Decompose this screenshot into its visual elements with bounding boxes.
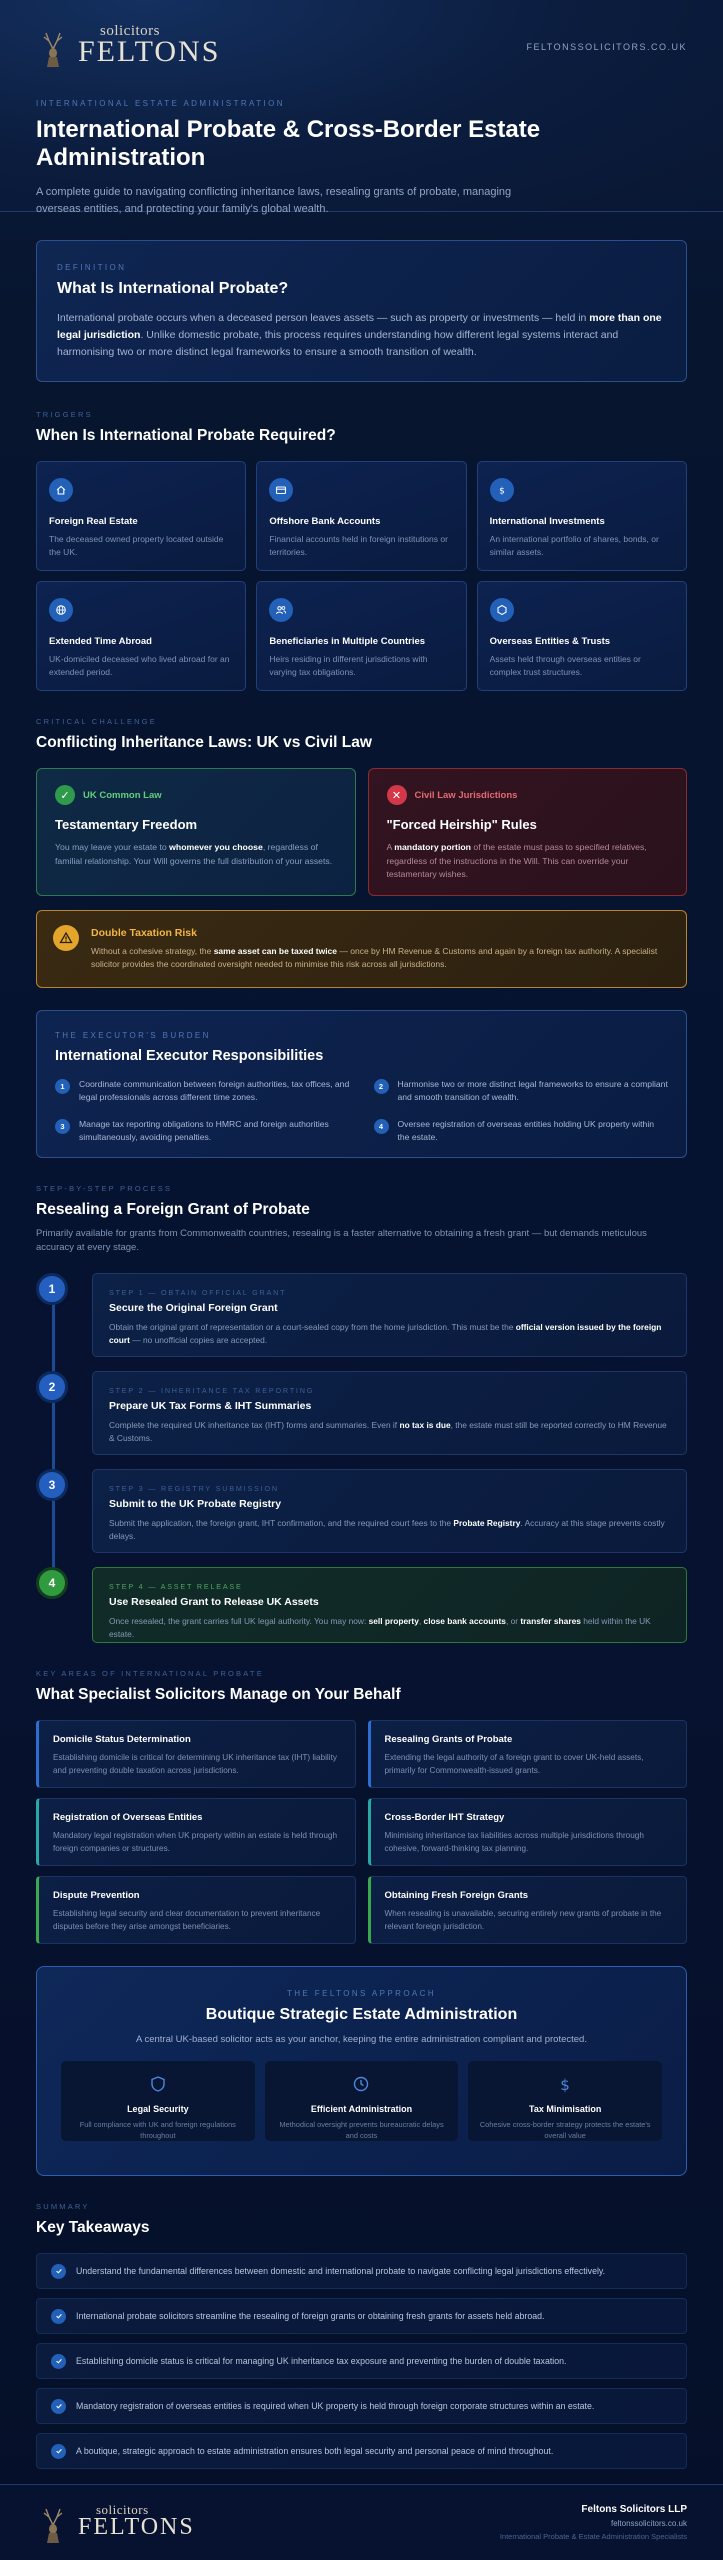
- process-eyebrow: STEP-BY-STEP PROCESS: [36, 1184, 173, 1193]
- area-card: [368, 1798, 688, 1866]
- double-tax-text: [91, 945, 670, 971]
- clock-icon: [352, 2075, 370, 2093]
- step-text-bold: official version issued by the foreign court: [109, 1322, 662, 1345]
- step-text-b: — no unofficial copies are accepted.: [129, 1335, 268, 1345]
- approach-eyebrow: THE FELTONS APPROACH: [286, 1989, 437, 1998]
- step-text-bold: close bank accounts: [423, 1616, 506, 1626]
- pillar-title: Legal Security: [127, 2104, 189, 2114]
- pillar-card: [468, 2061, 662, 2141]
- civil-text-b: of the estate must pass to specified relatives, regardless of the instructions in the Will. This can override your testamentary wishes.: [386, 842, 647, 879]
- pillar-text: Methodical oversight prevents bureaucratic delays and costs: [279, 2120, 444, 2140]
- footer-company-name: Feltons Solicitors LLP: [581, 2504, 687, 2515]
- definition-text-a: International probate occurs when a deceased person leaves assets — such as property or investments — held in: [57, 312, 590, 324]
- step-text: [109, 1615, 670, 1641]
- step-title: Secure the Original Foreign Grant: [109, 1302, 278, 1314]
- dollar-icon: [490, 478, 514, 502]
- approach-pillars: [61, 2061, 662, 2141]
- item-number: 2: [374, 1079, 389, 1094]
- area-card: [368, 1876, 688, 1944]
- trigger-text: Financial accounts held in foreign institutions or territories.: [269, 534, 448, 557]
- triggers-title: When Is International Probate Required?: [36, 427, 336, 444]
- areas-title: What Specialist Solicitors Manage on Your Behalf: [36, 1686, 401, 1703]
- hero-header: [0, 0, 723, 215]
- shield-icon: [149, 2075, 167, 2093]
- pillar-text: Full compliance with UK and foreign regulations throughout: [79, 2120, 236, 2140]
- credit-card-icon: [269, 478, 293, 502]
- takeaway-text: A boutique, strategic approach to estate administration ensures both legal security and personal peace of mind throughout.: [76, 2446, 554, 2456]
- trigger-card: [36, 461, 246, 571]
- area-title: Resealing Grants of Probate: [384, 1734, 513, 1745]
- check-icon: [51, 2444, 66, 2459]
- step-card: [92, 1273, 687, 1357]
- process-section: [0, 1184, 723, 1643]
- brand-logo[interactable]: [36, 25, 220, 69]
- summary-eyebrow: SUMMARY: [36, 2202, 90, 2211]
- step-number: 4: [36, 1567, 68, 1599]
- svg-text:$: $: [498, 486, 505, 496]
- step-number: 2: [36, 1371, 68, 1403]
- trigger-title: Offshore Bank Accounts: [269, 516, 381, 527]
- area-title: Dispute Prevention: [53, 1890, 140, 1901]
- uk-text-bold: whomever you choose: [169, 842, 263, 852]
- step-text-a: Submit the application, the foreign grant, IHT confirmation, and the required court fees to the: [109, 1518, 454, 1528]
- conflict-eyebrow: CRITICAL CHALLENGE: [36, 717, 158, 726]
- step-text-b: held within the UK estate.: [109, 1616, 651, 1639]
- hexagon-icon: [490, 598, 514, 622]
- area-title: Obtaining Fresh Foreign Grants: [384, 1890, 529, 1901]
- definition-title: What Is International Probate?: [57, 280, 289, 297]
- check-icon: [51, 2309, 66, 2324]
- takeaway-item: [36, 2298, 687, 2334]
- step-text-bold: sell property: [368, 1616, 419, 1626]
- definition-text-b: . Unlike domestic probate, this process requires understanding how different legal systems interact and harmonising two or more distinct legal frameworks to ensure a smooth transition of wealth.: [57, 329, 619, 358]
- trigger-text: Assets held through overseas entities or complex trust structures.: [489, 654, 641, 677]
- check-icon: ✓: [55, 785, 75, 805]
- brand-wordmark: [78, 25, 220, 69]
- item-number: 3: [55, 1119, 70, 1134]
- area-text: Mandatory legal registration when UK property within an estate is held through foreign companies or structures.: [53, 1831, 337, 1853]
- brand-main: FELTONS: [78, 2514, 195, 2540]
- triggers-grid: [36, 461, 687, 691]
- step-text-a: Once resealed, the grant carries full UK legal authority. You may now:: [109, 1616, 369, 1626]
- takeaway-text: Understand the fundamental differences between domestic and international probate to navigate conflicting legal jurisdictions effectively.: [76, 2266, 606, 2276]
- cross-icon: ✕: [387, 785, 407, 805]
- takeaway-item: [36, 2433, 687, 2469]
- top-bar: [36, 0, 687, 94]
- step-text: [109, 1321, 670, 1347]
- step-label: STEP 2 — INHERITANCE TAX REPORTING: [109, 1386, 315, 1395]
- tax-text-b: — once by HM Revenue & Customs and again by a foreign tax authority. A specialist solicitor provides the coordinated oversight needed to minimise this risk across all jurisdictions.: [91, 946, 658, 969]
- step-number: 3: [36, 1469, 68, 1501]
- process-step: [36, 1371, 687, 1455]
- area-title: Registration of Overseas Entities: [53, 1812, 203, 1823]
- approach-title: Boutique Strategic Estate Administration: [205, 2006, 518, 2023]
- executor-eyebrow: THE EXECUTOR'S BURDEN: [55, 1031, 211, 1040]
- area-text: When resealing is unavailable, securing entirely new grants of probate in the relevant foreign jurisdiction.: [384, 1909, 662, 1931]
- summary-title: Key Takeaways: [36, 2219, 150, 2236]
- brand-main: FELTONS: [78, 35, 221, 68]
- trigger-title: International Investments: [489, 516, 605, 527]
- item-number: 4: [374, 1119, 389, 1134]
- trigger-card: [477, 581, 687, 691]
- footer: [0, 2484, 723, 2560]
- civil-law-card: [368, 768, 688, 896]
- uk-text-a: You may leave your estate to: [55, 842, 170, 852]
- takeaway-text: International probate solicitors streamline the resealing of foreign grants or obtaining fresh grants for assets held abroad.: [76, 2311, 545, 2321]
- areas-section: [0, 1669, 723, 1944]
- footer-wordmark: [78, 2504, 195, 2541]
- executor-card: [36, 1010, 687, 1158]
- executor-item-text: Coordinate communication between foreign authorities, tax offices, and legal professionals across different time zones.: [79, 1079, 350, 1102]
- approach-lead: A central UK-based solicitor acts as your anchor, keeping the entire administration compliant and protected.: [136, 2034, 587, 2045]
- process-step: [36, 1469, 687, 1553]
- step-text-a: Complete the required UK inheritance tax (IHT) forms and summaries. Even if: [109, 1420, 400, 1430]
- step-text-sep: , or: [505, 1616, 521, 1626]
- process-step-final: [36, 1567, 687, 1643]
- takeaway-text: Establishing domicile status is critical for managing UK inheritance tax exposure and preventing the burden of double taxation.: [76, 2356, 567, 2366]
- site-url-link[interactable]: FELTONSSOLICITORS.CO.UK: [526, 42, 687, 52]
- executor-item: [374, 1078, 669, 1104]
- civil-text-bold: mandatory portion: [394, 842, 471, 852]
- uk-law-title: Testamentary Freedom: [55, 817, 198, 832]
- svg-text:$: $: [560, 2076, 570, 2093]
- step-label: STEP 1 — OBTAIN OFFICIAL GRANT: [109, 1288, 287, 1297]
- trigger-text: The deceased owned property located outside the UK.: [49, 534, 224, 557]
- area-title: Cross-Border IHT Strategy: [384, 1812, 505, 1823]
- step-text-bold: Probate Registry: [453, 1518, 521, 1528]
- check-icon: [51, 2264, 66, 2279]
- step-text-b: , the estate must still be reported correctly to HM Revenue & Customs.: [109, 1420, 667, 1443]
- double-tax-warning: [36, 910, 687, 988]
- step-text-sep: ,: [418, 1616, 424, 1626]
- process-intro: Primarily available for grants from Commonwealth countries, resealing is a faster alternative to obtaining a fresh grant — but demands meticulous accuracy at every stage.: [36, 1228, 647, 1253]
- tax-text-bold: same asset can be taxed twice: [213, 946, 338, 956]
- area-card: [36, 1720, 356, 1788]
- step-text-b: . Accuracy at this stage prevents costly delays.: [109, 1518, 665, 1541]
- definition-text-bold: more than one legal jurisdiction: [57, 312, 662, 341]
- double-tax-title: Double Taxation Risk: [91, 927, 197, 939]
- process-step: [36, 1273, 687, 1357]
- check-icon: [51, 2354, 66, 2369]
- trigger-title: Foreign Real Estate: [49, 516, 138, 527]
- area-text: Extending the legal authority of a foreign grant to cover UK-held assets, primarily for Commonwealth-issued grants.: [384, 1753, 644, 1775]
- hero-eyebrow: INTERNATIONAL ESTATE ADMINISTRATION: [36, 99, 285, 108]
- dollar-icon: [556, 2075, 574, 2093]
- step-card: [92, 1567, 687, 1643]
- civil-law-kind: Civil Law Jurisdictions: [414, 789, 518, 801]
- step-label: STEP 4 — ASSET RELEASE: [109, 1582, 243, 1591]
- users-icon: [269, 598, 293, 622]
- step-text-bold: no tax is due: [399, 1420, 451, 1430]
- trigger-title: Extended Time Abroad: [49, 636, 152, 647]
- double-tax-body: [91, 925, 670, 973]
- executor-list: [55, 1078, 668, 1144]
- stag-logo-icon: [36, 2503, 70, 2543]
- executor-item: [374, 1118, 669, 1144]
- footer-info: [500, 2504, 687, 2541]
- trigger-card: [36, 581, 246, 691]
- law-comparison: [36, 768, 687, 896]
- executor-item-text: Harmonise two or more distinct legal frameworks to ensure a compliant and smooth transition of wealth.: [397, 1079, 668, 1102]
- definition-text: [57, 310, 666, 361]
- process-title: Resealing a Foreign Grant of Probate: [36, 1201, 310, 1218]
- step-card: [92, 1469, 687, 1553]
- globe-icon: [49, 598, 73, 622]
- page-title: International Probate & Cross-Border Estate Administration: [36, 116, 541, 171]
- executor-item-text: Oversee registration of overseas entities holding UK property within the estate.: [397, 1119, 655, 1142]
- uk-text-b: , regardless of familial relationship. Your Will governs the full distribution of your assets.: [55, 842, 333, 866]
- definition-card: [36, 240, 687, 382]
- area-title: Domicile Status Determination: [53, 1734, 191, 1745]
- civil-law-text: [387, 841, 669, 882]
- approach-card: [36, 1966, 687, 2176]
- trigger-title: Beneficiaries in Multiple Countries: [269, 636, 426, 647]
- trigger-title: Overseas Entities & Trusts: [489, 636, 611, 647]
- process-steps: [36, 1273, 687, 1643]
- step-label: STEP 3 — REGISTRY SUBMISSION: [109, 1484, 279, 1493]
- pillar-title: Tax Minimisation: [528, 2104, 602, 2114]
- uk-law-kind: UK Common Law: [83, 789, 162, 801]
- warning-icon: [53, 925, 79, 951]
- takeaways-list: [36, 2253, 687, 2469]
- area-text: Establishing legal security and clear documentation to prevent inheritance disputes before they arise amongst beneficiaries.: [53, 1909, 321, 1931]
- takeaway-item: [36, 2253, 687, 2289]
- trigger-card: [256, 461, 466, 571]
- area-card: [368, 1720, 688, 1788]
- uk-law-header: [55, 785, 337, 805]
- triggers-eyebrow: TRIGGERS: [36, 410, 93, 419]
- area-card: [36, 1798, 356, 1866]
- executor-item: [55, 1118, 350, 1144]
- takeaway-text: Mandatory registration of overseas entities is required when UK property is held through foreign corporate structures within an estate.: [76, 2401, 595, 2411]
- executor-item-text: Manage tax reporting obligations to HMRC and foreign authorities simultaneously, avoiding penalties.: [79, 1119, 329, 1142]
- uk-law-card: [36, 768, 356, 896]
- brand-sub: solicitors: [100, 23, 160, 39]
- home-icon: [49, 478, 73, 502]
- step-number: 1: [36, 1273, 68, 1305]
- takeaway-item: [36, 2388, 687, 2424]
- check-icon: [51, 2399, 66, 2414]
- area-text: Establishing domicile is critical for determining UK inheritance tax (IHT) liability and preventing double taxation across jurisdictions.: [53, 1753, 337, 1775]
- footer-url-link[interactable]: feltonssolicitors.co.uk: [610, 2519, 687, 2528]
- footer-logo[interactable]: [36, 2503, 195, 2543]
- triggers-section: [0, 410, 723, 691]
- step-title: Use Resealed Grant to Release UK Assets: [109, 1596, 319, 1608]
- step-title: Prepare UK Tax Forms & IHT Summaries: [109, 1400, 312, 1412]
- pillar-text: Cohesive cross-border strategy protects the estate's overall value: [479, 2120, 651, 2140]
- footer-tagline: International Probate & Estate Administration Specialists: [499, 2532, 687, 2541]
- conflict-title: Conflicting Inheritance Laws: UK vs Civil Law: [36, 734, 372, 751]
- executor-title: International Executor Responsibilities: [55, 1048, 324, 1064]
- civil-text-a: A: [386, 842, 395, 852]
- step-card: [92, 1371, 687, 1455]
- step-text-a: Obtain the original grant of representation or a court-sealed copy from the home jurisdiction. This must be the: [109, 1322, 516, 1332]
- executor-item: [55, 1078, 350, 1104]
- civil-law-title: "Forced Heirship" Rules: [386, 817, 537, 832]
- step-text: [109, 1419, 670, 1445]
- step-title: Submit to the UK Probate Registry: [109, 1498, 282, 1510]
- definition-eyebrow: DEFINITION: [57, 263, 127, 272]
- areas-grid: [36, 1720, 687, 1944]
- step-text: [109, 1517, 670, 1543]
- pillar-title: Efficient Administration: [310, 2104, 413, 2114]
- area-card: [36, 1876, 356, 1944]
- areas-eyebrow: KEY AREAS OF INTERNATIONAL PROBATE: [36, 1669, 264, 1678]
- trigger-text: UK-domiciled deceased who lived abroad for an extended period.: [49, 654, 230, 677]
- pillar-card: [61, 2061, 255, 2141]
- tax-text-a: Without a cohesive strategy, the: [91, 946, 214, 956]
- civil-law-header: [387, 785, 669, 805]
- hero-subtitle: A complete guide to navigating conflicting inheritance laws, resealing grants of probate, managing overseas entities, and protecting your family's global wealth.: [36, 186, 512, 215]
- brand-sub: solicitors: [96, 2502, 149, 2517]
- trigger-text: Heirs residing in different jurisdictions with varying tax obligations.: [269, 654, 428, 677]
- trigger-text: An international portfolio of shares, bonds, or similar assets.: [489, 534, 659, 557]
- takeaway-item: [36, 2343, 687, 2379]
- trigger-card: [477, 461, 687, 571]
- summary-section: [0, 2202, 723, 2469]
- item-number: 1: [55, 1079, 70, 1094]
- pillar-card: [265, 2061, 459, 2141]
- step-text-bold: transfer shares: [520, 1616, 581, 1626]
- uk-law-text: [55, 841, 337, 868]
- stag-logo-icon: [36, 27, 70, 67]
- conflict-section: [0, 717, 723, 1158]
- trigger-card: [256, 581, 466, 691]
- area-text: Minimising inheritance tax liabilities across multiple jurisdictions through cohesive, forward-thinking tax planning.: [384, 1831, 644, 1853]
